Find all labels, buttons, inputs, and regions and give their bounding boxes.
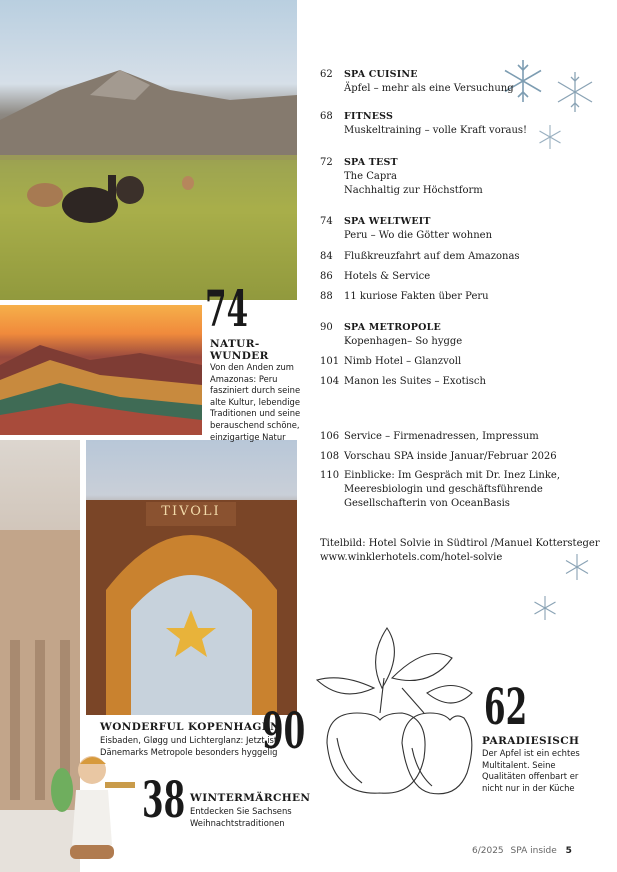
photo-andes-llamas: [0, 0, 297, 300]
toc-entry: Einblicke: Im Gespräch mit Dr. Inez Linke,: [344, 470, 561, 481]
feature-title: WINTERMÄRCHEN: [190, 792, 311, 804]
toc-heading: SPA WELTWEIT: [344, 216, 431, 227]
toc-entry: The Capra: [344, 171, 397, 182]
toc-entry: Manon les Suites – Exotisch: [344, 376, 486, 387]
toc-page-number: 104: [320, 376, 340, 387]
toc-page-number: 90: [320, 322, 333, 333]
toc-entry: Äpfel – mehr als eine Versuchung: [344, 83, 514, 94]
toc-heading: SPA CUISINE: [344, 69, 418, 80]
toc-page-number: 108: [320, 451, 340, 462]
apple-illustration: [312, 618, 477, 803]
toc-page-number: 88: [320, 291, 333, 302]
snowflake-icon: [562, 552, 592, 586]
cover-url[interactable]: www.winklerhotels.com/hotel-solvie: [320, 552, 503, 563]
issue-number: 6/2025: [472, 846, 504, 856]
toc-entry: Hotels & Service: [344, 271, 431, 282]
photo-rainbow-mountain: [0, 305, 202, 435]
feature-page-number: 74: [205, 279, 249, 338]
toc-page-number: 84: [320, 251, 333, 262]
toc-entry: Flußkreuzfahrt auf dem Amazonas: [344, 251, 520, 262]
toc-page-number: 62: [320, 69, 333, 80]
cover-credit: Titelbild: Hotel Solvie in Südtirol /Manuel Kottersteger: [320, 538, 600, 549]
toc-entry: Peru – Wo die Götter wohnen: [344, 230, 493, 241]
toc-entry: 11 kuriose Fakten über Peru: [344, 291, 489, 302]
toc-page-number: 106: [320, 431, 340, 442]
snowflake-icon: [531, 594, 559, 626]
page-number: 5: [565, 846, 572, 856]
toc-entry: Service – Firmenadressen, Impressum: [344, 431, 539, 442]
toc-page-number: 110: [320, 470, 340, 481]
toc-entry: Gesellschafterin von OceanBasis: [344, 498, 510, 509]
feature-title: PARADIESISCH: [482, 735, 580, 747]
toc-page-number: 68: [320, 111, 333, 122]
feature-description: Entdecken Sie Sachsens Weihnachtstraditionen: [190, 806, 292, 828]
feature-title: NATUR-: [210, 338, 260, 350]
toc-entry: Muskeltraining – volle Kraft voraus!: [344, 125, 528, 136]
feature-page-number: 62: [484, 677, 528, 736]
toc-page-number: 74: [320, 216, 333, 227]
feature-page-number: 90: [262, 701, 306, 760]
toc-heading: SPA METROPOLE: [344, 322, 441, 333]
toc-heading: FITNESS: [344, 111, 394, 122]
tivoli-sign: TIVOLI: [161, 504, 221, 519]
toc-entry: Vorschau SPA inside Januar/Februar 2026: [344, 451, 557, 462]
toc-entry: Kopenhagen– So hygge: [344, 336, 463, 347]
toc-page-number: 101: [320, 356, 340, 367]
magazine-name: SPA inside: [510, 846, 557, 856]
toc-page-number: 86: [320, 271, 333, 282]
toc-entry: Nachhaltig zur Höchstform: [344, 185, 483, 196]
feature-title: WONDERFUL KOPENHAGEN: [100, 721, 281, 733]
feature-description: Der Apfel ist ein echtes Multitalent. Seine Qualitäten offenbart er nicht nur in der Küche: [482, 748, 580, 793]
toc-entry: Nimb Hotel – Glanzvoll: [344, 356, 462, 367]
toc-page-number: 72: [320, 157, 333, 168]
feature-title: WUNDER: [210, 350, 269, 362]
toc-entry: Meeresbiologin und geschäftsführende: [344, 484, 543, 495]
snowflake-icon: [553, 70, 597, 118]
feature-description: Von den Anden zum Amazonas: Peru fasziniert durch seine alte Kultur, lebendige Traditionen und seine berauschend schöne, einzigartige Natur: [210, 362, 301, 442]
feature-description: Eisbaden, Gløgg und Lichterglanz: Jetzt ist Dänemarks Metropole besonders hyggelig: [100, 735, 278, 757]
toc-heading: SPA TEST: [344, 157, 398, 168]
page-footer: [472, 846, 572, 856]
feature-page-number: 38: [142, 770, 186, 829]
snowflake-icon: [536, 123, 564, 155]
angel-figure: [50, 750, 140, 865]
photo-tivoli-gate: [86, 440, 297, 715]
